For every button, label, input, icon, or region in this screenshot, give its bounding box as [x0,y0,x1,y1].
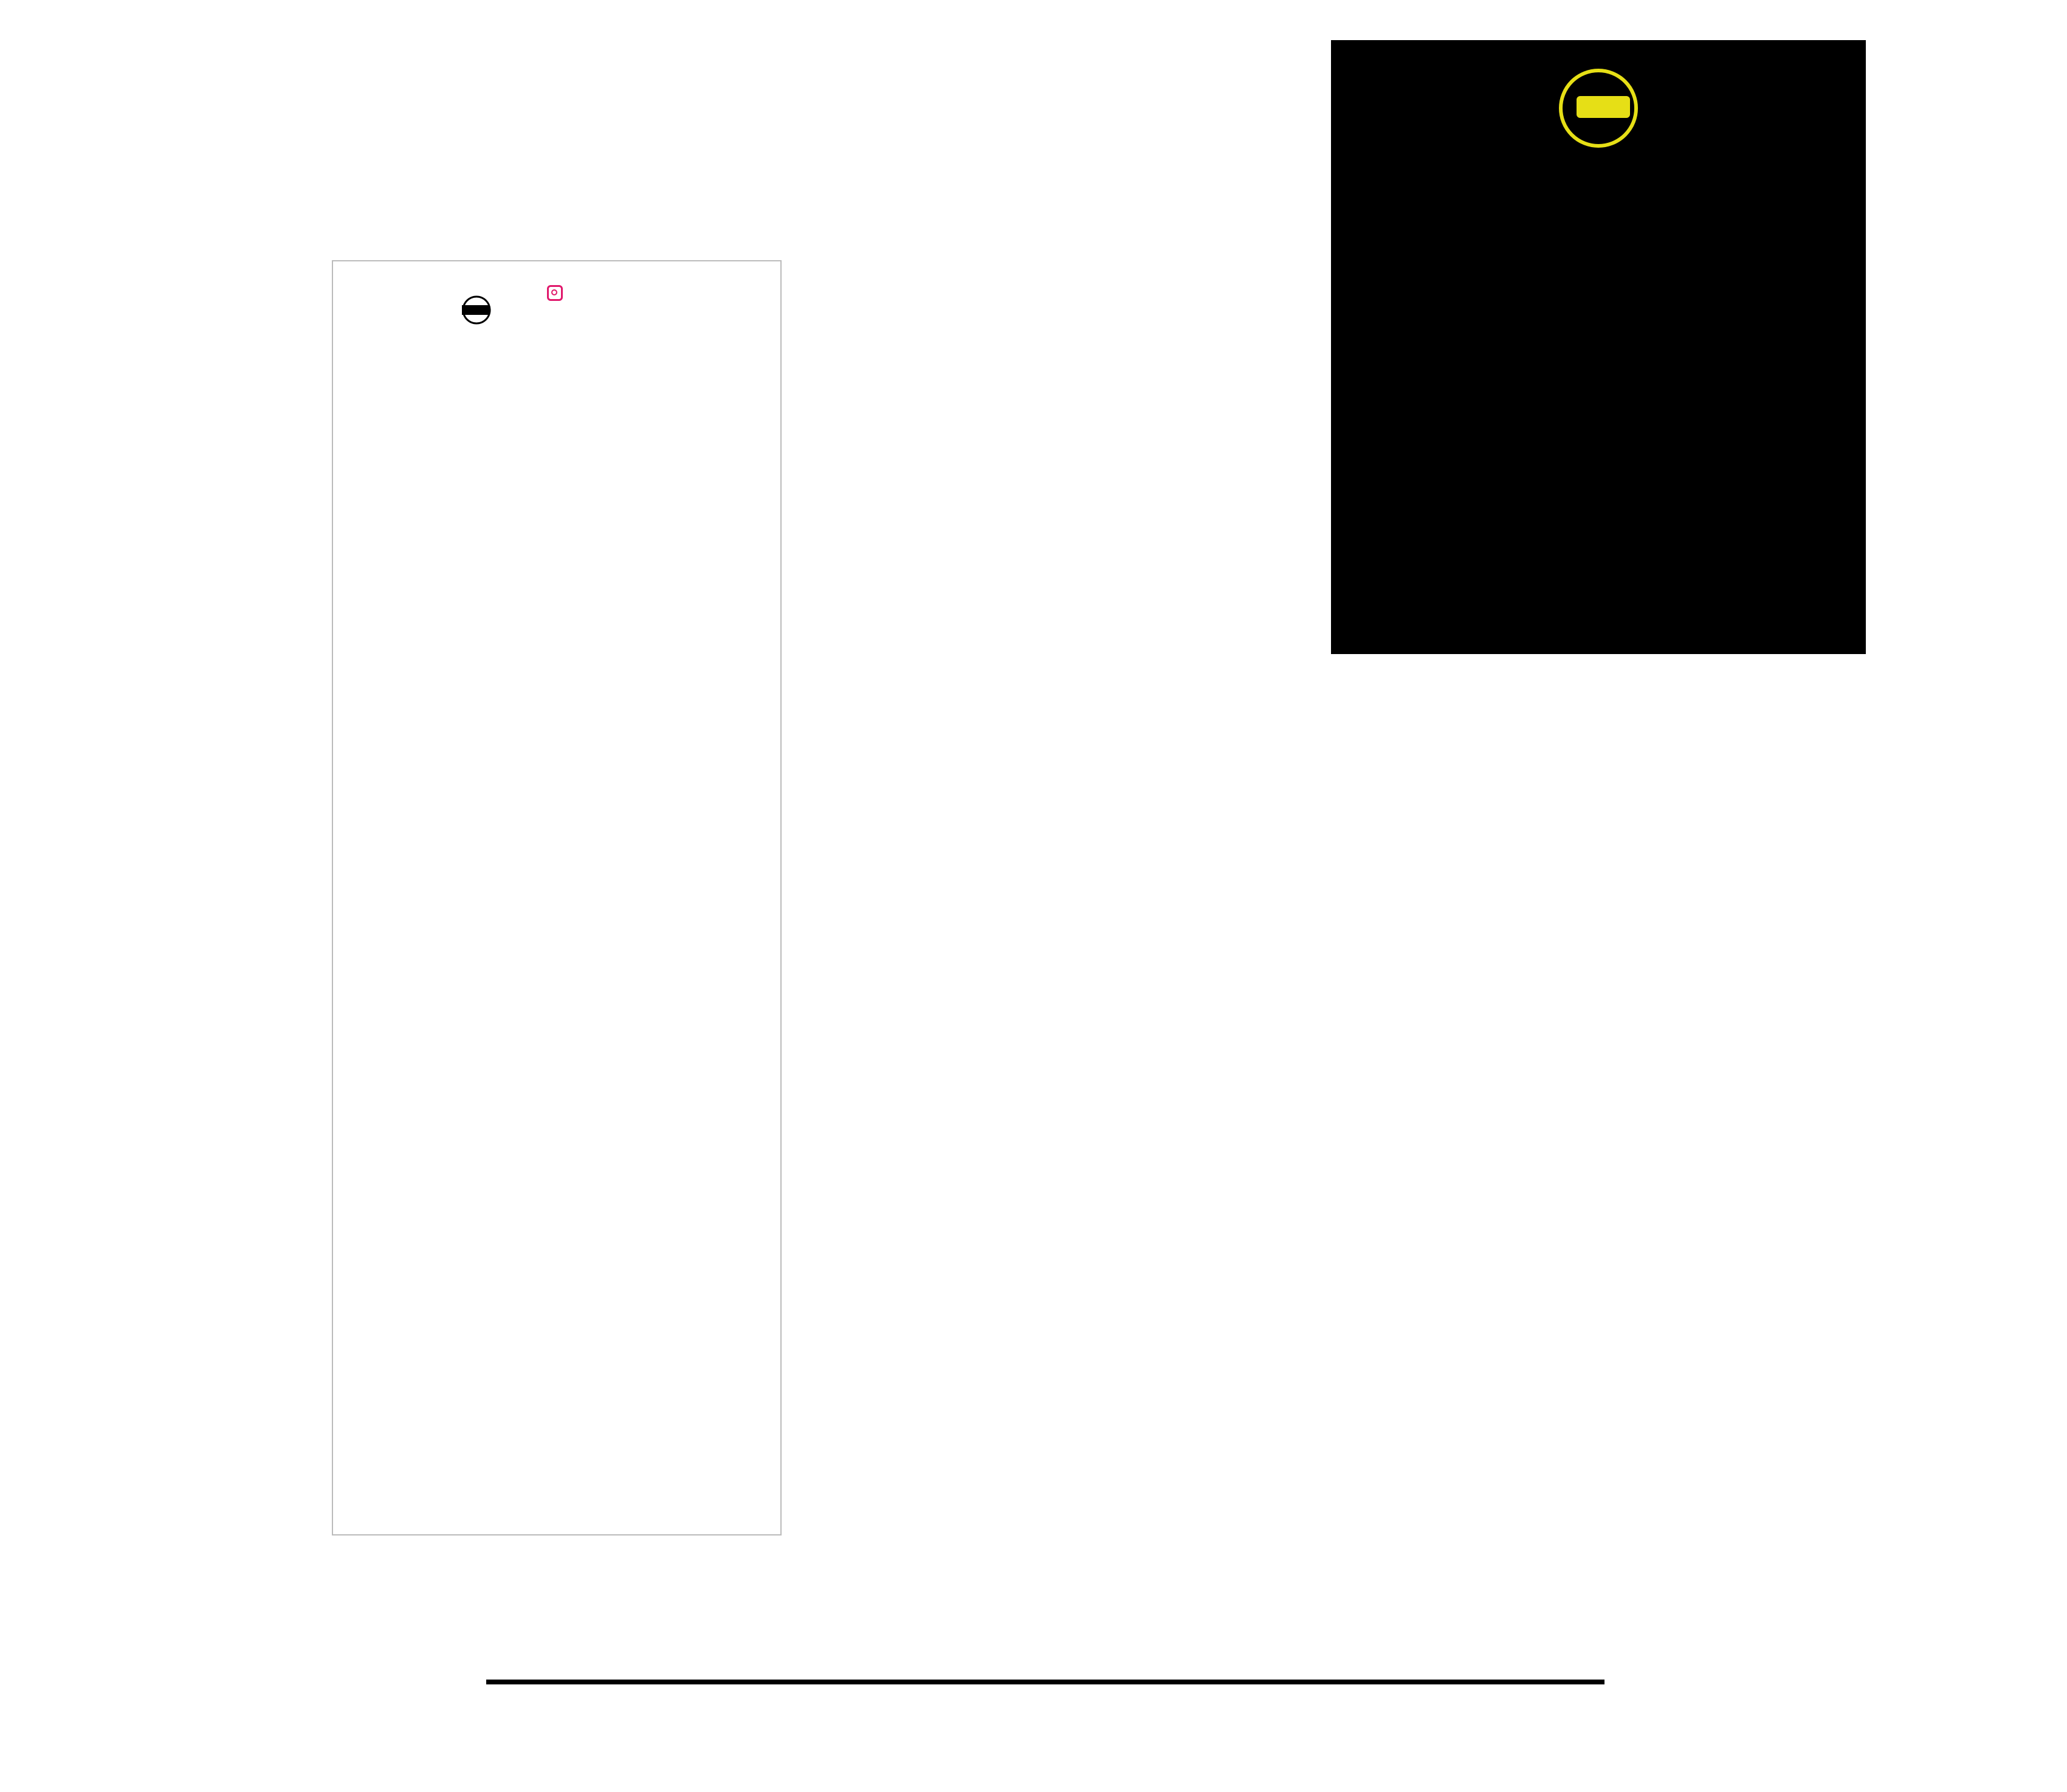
dress-pattern-panel [332,260,782,1535]
border-strip-bottom [1286,1330,1914,1539]
footer-brand-logo [912,1587,1167,1672]
sun-logo-small [440,280,513,340]
footer-divider [486,1680,1604,1684]
dress-brand-label [440,280,666,432]
instagram-icon [547,285,563,301]
spec-table [1331,40,1866,654]
dress-pattern-art [333,261,780,1534]
sun-logo [1331,40,1866,176]
border-strip-top [1286,917,1914,1196]
